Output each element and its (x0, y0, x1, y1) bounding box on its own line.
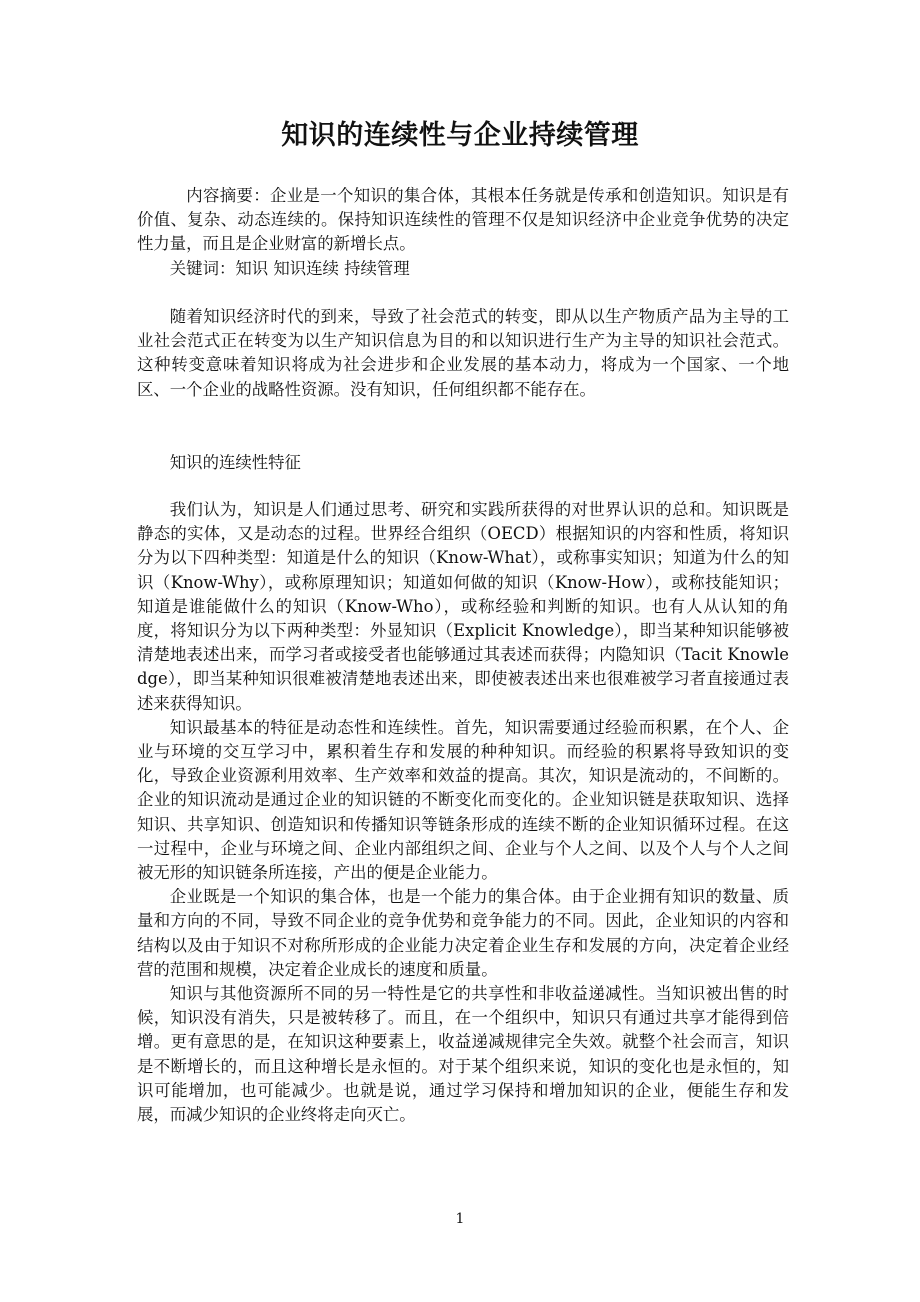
body-paragraph: 知识最基本的特征是动态性和连续性。首先，知识需要通过经验而积累，在个人、企业与环境的交互学习中，累积着生存和发展的种种知识。而经验的积累将导致知识的变化，导致企业资源利用效率、生产效率和效益的提高。其次，知识是流动的，不间断的。企业的知识流动是通过企业的知识链的不断变化而变化的。企业知识链是获取知识、选择知识、共享知识、创造知识和传播知识等链条形成的连续不断的企业知识循环过程。在这一过程中，企业与环境之间、企业内部组织之间、企业与个人之间、以及个人与个人之间被无形的知识链条所连接，产出的便是企业能力。 (137, 717, 789, 883)
body-paragraph: 我们认为，知识是人们通过思考、研究和实践所获得的对世界认识的总和。知识既是静态的实体，又是动态的过程。世界经合组织（OECD）根据知识的内容和性质，将知识分为以下四种类型：知道是什么的知识（Know-What），或称事实知识；知道为什么的知识（Know-Why），或称原理知识；知道如何做的知识（Know-How），或称技能知识；知道是谁能做什么的知识（Know-Who），或称经验和判断的知识。也有人从认知的角度，将知识分为以下两种类型：外显知识（Explicit Knowledge），即当某种知识能够被清楚地表述出来，而学习者或接受者也能够通过其表述而获得；内隐知识（Tacit Knowledge），即当某种知识很难被清楚地表述出来，即使被表述出来也很难被学习者直接通过表述来获得知识。 (137, 500, 789, 713)
intro-paragraph: 随着知识经济时代的到来，导致了社会范式的转变，即从以生产物质产品为主导的工业社会范式正在转变为以生产知识信息为目的和以知识进行生产为主导的知识社会范式。这种转变意味着知识将成为社会进步和企业发展的基本动力，将成为一个国家、一个地区、一个企业的战略性资源。没有知识，任何组织都不能存在。 (137, 307, 789, 399)
body-paragraph: 知识与其他资源所不同的另一特性是它的共享性和非收益递减性。当知识被出售的时候，知识没有消失，只是被转移了。而且，在一个组织中，知识只有通过共享才能得到倍增。更有意思的是，在知识这种要素上，收益递减规律完全失效。就整个社会而言，知识是不断增长的，而且这种增长是永恒的。对于某个组织来说，知识的变化也是永恒的，知识可能增加，也可能减少。也就是说，通过学习保持和增加知识的企业，便能生存和发展，而减少知识的企业终将走向灭亡。 (137, 984, 789, 1125)
body-paragraph: 企业既是一个知识的集合体，也是一个能力的集合体。由于企业拥有知识的数量、质量和方向的不同，导致不同企业的竞争优势和竞争能力的不同。因此，企业知识的内容和结构以及由于知识不对称所形成的企业能力决定着企业生存和发展的方向，决定着企业经营的范围和规模，决定着企业成长的速度和质量。 (137, 887, 789, 979)
section-body (137, 498, 789, 1127)
section-heading-block (137, 451, 789, 475)
keywords-block (137, 257, 789, 281)
section-heading: 知识的连续性特征 (169, 453, 301, 472)
abstract-paragraph: 内容摘要：企业是一个知识的集合体，其根本任务就是传承和创造知识。知识是有价值、复杂、动态连续的。保持知识连续性的管理不仅是知识经济中企业竞争优势的决定性力量，而且是企业财富的新增长点。 (137, 186, 789, 254)
page-number: 1 (455, 1211, 465, 1227)
document-title: 知识的连续性与企业持续管理 (281, 120, 639, 151)
keywords-line: 关键词：知识 知识连续 持续管理 (169, 259, 410, 278)
intro-block (137, 305, 789, 402)
abstract-block (137, 184, 789, 257)
